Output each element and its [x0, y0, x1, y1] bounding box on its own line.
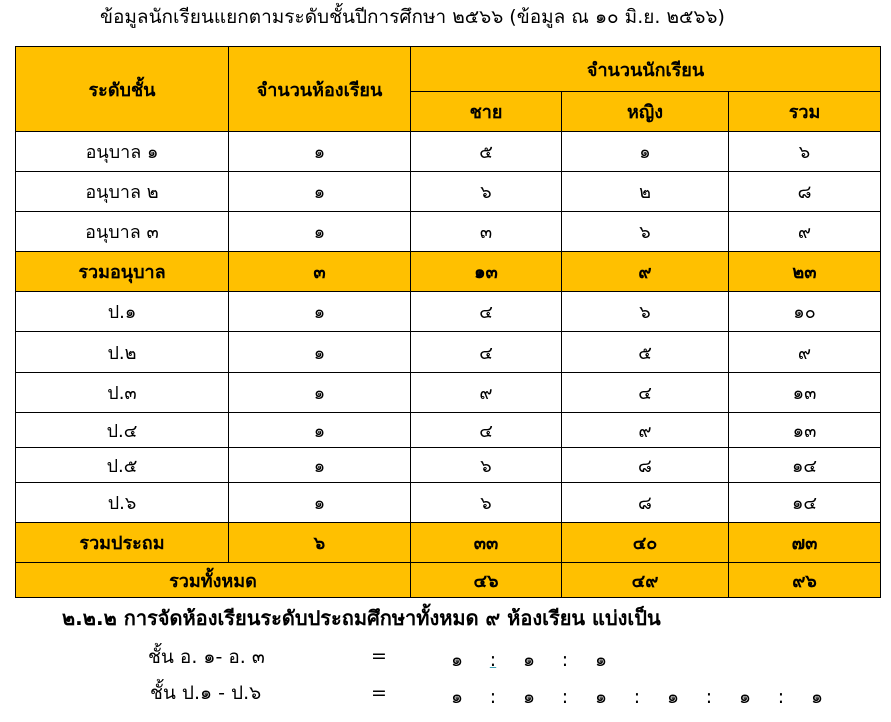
cell-male: ๔: [411, 413, 562, 448]
ratio-label-primary: ชั้น ป.๑ - ป.๖: [150, 682, 262, 704]
header-students: จำนวนนักเรียน: [411, 47, 881, 92]
ratio-separator: :: [633, 686, 641, 708]
cell-rooms: ๑: [229, 172, 411, 212]
table-row: [16, 292, 881, 332]
grand-total-row: [16, 563, 881, 598]
cell-male: ๑๓: [411, 252, 562, 292]
table-row: [16, 332, 881, 373]
cell-male: ๔: [411, 292, 562, 332]
cell-rooms: ๓: [229, 252, 411, 292]
cell-total: ๙๖: [729, 563, 881, 598]
ratio-values-primary: [440, 682, 834, 712]
subtotal-row: [16, 252, 881, 292]
ratio-value: ๑: [594, 686, 608, 708]
table-row: [16, 212, 881, 252]
cell-female: ๒: [562, 172, 729, 212]
header-male: ชาย: [411, 92, 562, 132]
cell-male: ๖: [411, 448, 562, 483]
cell-grand-total-label: รวมทั้งหมด: [16, 563, 411, 598]
header-total: รวม: [729, 92, 881, 132]
cell-rooms: ๑: [229, 292, 411, 332]
cell-level: ป.๔: [16, 413, 229, 448]
header-rooms: จำนวนห้องเรียน: [229, 47, 411, 132]
table-row: [16, 483, 881, 523]
cell-total: ๑๓: [729, 373, 881, 413]
cell-level: รวมอนุบาล: [16, 252, 229, 292]
cell-level: ป.๓: [16, 373, 229, 413]
cell-total: ๒๓: [729, 252, 881, 292]
cell-female: ๔๙: [562, 563, 729, 598]
table-row: [16, 448, 881, 483]
cell-male: ๔: [411, 332, 562, 373]
ratio-value: ๑: [594, 649, 608, 671]
cell-level: ป.๑: [16, 292, 229, 332]
section-heading: ๒.๒.๒ การจัดห้องเรียนระดับประถมศึกษาทั้งหมด ๙ ห้องเรียน แบ่งเป็น: [62, 606, 661, 630]
cell-rooms: ๑: [229, 212, 411, 252]
cell-rooms: ๑: [229, 332, 411, 373]
cell-female: ๘: [562, 448, 729, 483]
ratio-values-kindergarten: [440, 645, 618, 675]
cell-male: ๙: [411, 373, 562, 413]
cell-female: ๔: [562, 373, 729, 413]
ratio-value: ๑: [450, 649, 464, 671]
cell-total: ๘: [729, 172, 881, 212]
cell-total: ๑๔: [729, 448, 881, 483]
cell-level: อนุบาล ๑: [16, 132, 229, 172]
cell-level: ป.๒: [16, 332, 229, 373]
ratio-value: ๑: [738, 686, 752, 708]
cell-rooms: ๑: [229, 448, 411, 483]
cell-total: ๖: [729, 132, 881, 172]
table-row: [16, 172, 881, 212]
cell-male: ๓: [411, 212, 562, 252]
ratio-separator: :: [561, 649, 569, 671]
cell-total: ๑๔: [729, 483, 881, 523]
cell-rooms: ๑: [229, 413, 411, 448]
cell-level: อนุบาล ๒: [16, 172, 229, 212]
cell-male: ๖: [411, 483, 562, 523]
cell-female: ๑: [562, 132, 729, 172]
ratio-equals: =: [371, 645, 387, 667]
table-row: [16, 373, 881, 413]
table-row: [16, 413, 881, 448]
ratio-separator: :: [489, 649, 497, 671]
subtotal-row: [16, 523, 881, 563]
ratio-separator: :: [705, 686, 713, 708]
cell-total: ๙: [729, 332, 881, 373]
cell-male: ๕: [411, 132, 562, 172]
ratio-value: ๑: [450, 686, 464, 708]
cell-female: ๙: [562, 252, 729, 292]
ratio-value: ๑: [810, 686, 824, 708]
cell-total: ๗๓: [729, 523, 881, 563]
page-title: ข้อมูลนักเรียนแยกตามระดับชั้นปีการศึกษา ๒๕๖๖ (ข้อมูล ณ ๑๐ มิ.ย. ๒๕๖๖): [100, 6, 725, 28]
cell-male: ๓๓: [411, 523, 562, 563]
cell-rooms: ๑: [229, 132, 411, 172]
cell-level: อนุบาล ๓: [16, 212, 229, 252]
cell-rooms: ๖: [229, 523, 411, 563]
cell-female: ๕: [562, 332, 729, 373]
cell-female: ๘: [562, 483, 729, 523]
cell-total: ๑๓: [729, 413, 881, 448]
cell-male: ๖: [411, 172, 562, 212]
ratio-separator: :: [777, 686, 785, 708]
cell-rooms: ๑: [229, 483, 411, 523]
table-row: [16, 132, 881, 172]
ratio-label-kindergarten: ชั้น อ. ๑- อ. ๓: [148, 646, 265, 668]
cell-total: ๙: [729, 212, 881, 252]
student-table: [15, 46, 881, 598]
cell-level: ป.๕: [16, 448, 229, 483]
cell-total: ๑๐: [729, 292, 881, 332]
cell-female: ๖: [562, 212, 729, 252]
cell-female: ๖: [562, 292, 729, 332]
cell-level: ป.๖: [16, 483, 229, 523]
header-female: หญิง: [562, 92, 729, 132]
cell-female: ๔๐: [562, 523, 729, 563]
ratio-equals: =: [371, 682, 387, 704]
ratio-value: ๑: [666, 686, 680, 708]
cell-male: ๔๖: [411, 563, 562, 598]
cell-female: ๙: [562, 413, 729, 448]
cell-rooms: ๑: [229, 373, 411, 413]
ratio-separator: :: [561, 686, 569, 708]
ratio-value: ๑: [522, 686, 536, 708]
ratio-value: ๑: [522, 649, 536, 671]
header-level: ระดับชั้น: [16, 47, 229, 132]
cell-level: รวมประถม: [16, 523, 229, 563]
ratio-separator: :: [489, 686, 497, 708]
